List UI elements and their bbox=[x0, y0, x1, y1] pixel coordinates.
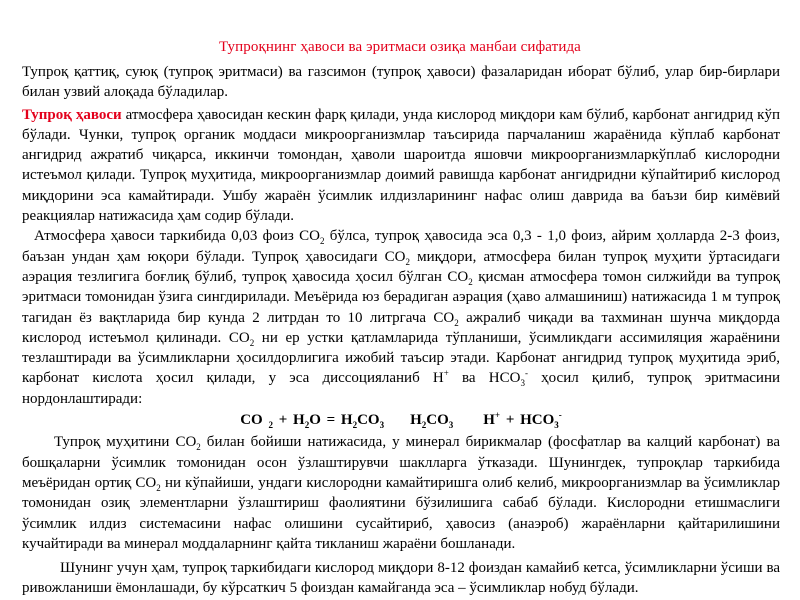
text-segment: Атмосфера ҳавоси таркибида 0,03 фоиз CO bbox=[34, 228, 320, 245]
subscript: 3 bbox=[520, 378, 525, 389]
text-segment: бўлса, тупроқ ҳавосида эса 0,3 - 1,0 фоиз, айрим ҳолларда 2-3 фоиз, баъзан ундан ҳам юқори бўлади. Тупроқ ҳавосидаги CO bbox=[22, 228, 780, 265]
eq-term: H bbox=[483, 412, 495, 429]
subscript: 2 bbox=[454, 317, 459, 328]
subscript: 2 bbox=[304, 420, 310, 431]
subscript: 3 bbox=[448, 420, 454, 431]
subscript: 2 bbox=[196, 442, 201, 453]
text-segment: ажралиб чиқади ва тахминан шунча миқдорда кислород истеъмол қилинади. CO bbox=[22, 309, 780, 346]
superscript: + bbox=[443, 368, 449, 379]
eq-term: + H bbox=[278, 412, 305, 429]
eq-term: CO bbox=[357, 412, 380, 429]
subscript: 2 bbox=[156, 482, 161, 493]
paragraph-phases: Тупроқ қаттиқ, суюқ (тупроқ эритмаси) ва газсимон (тупроқ ҳавоси) фазаларидан иборат бўлиб, улар бир-бирлари билан узвий алоқада бўладилар. bbox=[22, 64, 780, 101]
paragraph-soil-air bbox=[22, 105, 780, 227]
slide-body bbox=[22, 62, 780, 599]
text-segment: қисман атмосфера томон силжийди ва тупроқ эритмаси томонидан ўзига сингдирилади. Меъёрида юз берадиган аэрация (ҳаво алмашиниш) натижасида 1 м тупроқ тагидан ёз вақтларида бир кунда 2 литрдан то 10 литргача CO bbox=[22, 268, 780, 326]
subscript: 2 bbox=[405, 256, 410, 267]
eq-term: H bbox=[410, 412, 422, 429]
subscript: 3 bbox=[379, 420, 385, 431]
subscript: 2 bbox=[421, 420, 427, 431]
eq-term: O = H bbox=[309, 412, 353, 429]
subscript: 2 bbox=[319, 236, 325, 247]
paragraph-soil-air-text: атмосфера ҳавосидан кескин фарқ қилади, унда кислород миқдори кам бўлиб, карбонат ангидрид кўп бўлади. Чунки, тупроқ органик моддаси микроорганизмлар таъсирида парчаланиш жараёнида кўплаб карбонат ангидрид ажратиб чиқарса, иккинчи томондан, ҳаволи шароитда яшовчи микроорганизмларкўплаб кислородни истеъмол қилади. Тупроқ муҳитида, микроорганизмлар доимий равишда карбонат ангидридни кўпайтириб кислород миқдорини эса камайтиради. Ушбу жараён ўсимлик илдизларининг нафас олиш даврида ва баъзи бир кимёвий реакциялар натижасида ҳам содир бўлади. bbox=[22, 106, 780, 225]
subscript: 2 bbox=[249, 337, 255, 348]
text-segment: ни ер устки қатламларида тўпланиши, ўсимликдаги ассимиляция жараёнини тезлаштиради ва ўсимликларни ҳосилдорлигига ижобий таъсир этади. Карбонат ангидрид тупроқ муҳитида эриб, карбонат кислота ҳосил қилади, у эса диссоцияланиб H bbox=[22, 329, 780, 387]
paragraph-co2-effects bbox=[22, 432, 780, 554]
text-segment: Тупроқ муҳитини CO bbox=[54, 434, 197, 451]
slide-title: Тупроқнинг ҳавоси ва эритмаси озиқа манбаи сифатида bbox=[219, 39, 581, 55]
text-segment: билан бойиши натижасида, у минерал бирикмалар (фосфатлар ва калций карбонат) ва бошқаларни ўсимлик томонидан осон ўзлаштирувчи шаклларга ўтказади. Шунингдек, тупроқлар таркибида меъёридан ортиқ CO bbox=[22, 434, 780, 491]
paragraph-co2-content bbox=[22, 226, 780, 409]
eq-term: + HCO bbox=[505, 412, 555, 429]
text-segment: ни кўпайиши, ундаги кислородни камайтиришга олиб келиб, микроорганизмлар ва ўсимликлар томонидан озиқ элементларни ўзлаштириш фаолиятини бўзилишига сабаб бўлади. Кислородни етишмаслиги ўсимлик илдиз системасини нафас олишини сусайтириб, ҳавосиз (анаэроб) жараёнларни қайтарилишини кучайтиради ва минерал моддаларнинг қайта тикланиш жараёни бошланади. bbox=[22, 474, 781, 552]
chemical-equation bbox=[22, 410, 780, 430]
term-soil-air: Тупроқ ҳавоси bbox=[22, 106, 122, 123]
superscript: - bbox=[524, 368, 528, 379]
subscript: 2 bbox=[268, 420, 273, 431]
text-segment: ҳосил қилиб, тупроқ эритмасини нордонлаштиради: bbox=[22, 370, 781, 407]
superscript: + bbox=[494, 410, 501, 421]
subscript: 3 bbox=[554, 420, 559, 431]
superscript: - bbox=[558, 410, 562, 421]
eq-term: CO bbox=[240, 412, 263, 429]
subscript: 2 bbox=[352, 420, 358, 431]
text-segment: миқдори, атмосфера билан тупроқ муҳити ўртасидаги аэрация тезлигига боғлиқ бўлиб, тупроқ ҳавосида ҳосил бўлган CO bbox=[22, 248, 780, 285]
eq-term: CO bbox=[426, 412, 449, 429]
subscript: 2 bbox=[468, 276, 473, 287]
text-segment: ва HCO bbox=[448, 370, 521, 387]
paragraph-oxygen-threshold: Шунинг учун ҳам, тупроқ таркибидаги кислород миқдори 8-12 фоиздан камайиб кетса, ўсимликларни ўсиши ва ривожланиши ёмонлашади, бу кўрсаткич 5 фоиздан камайганда эса – ўсимликлар нобуд бўлади. bbox=[22, 560, 780, 597]
